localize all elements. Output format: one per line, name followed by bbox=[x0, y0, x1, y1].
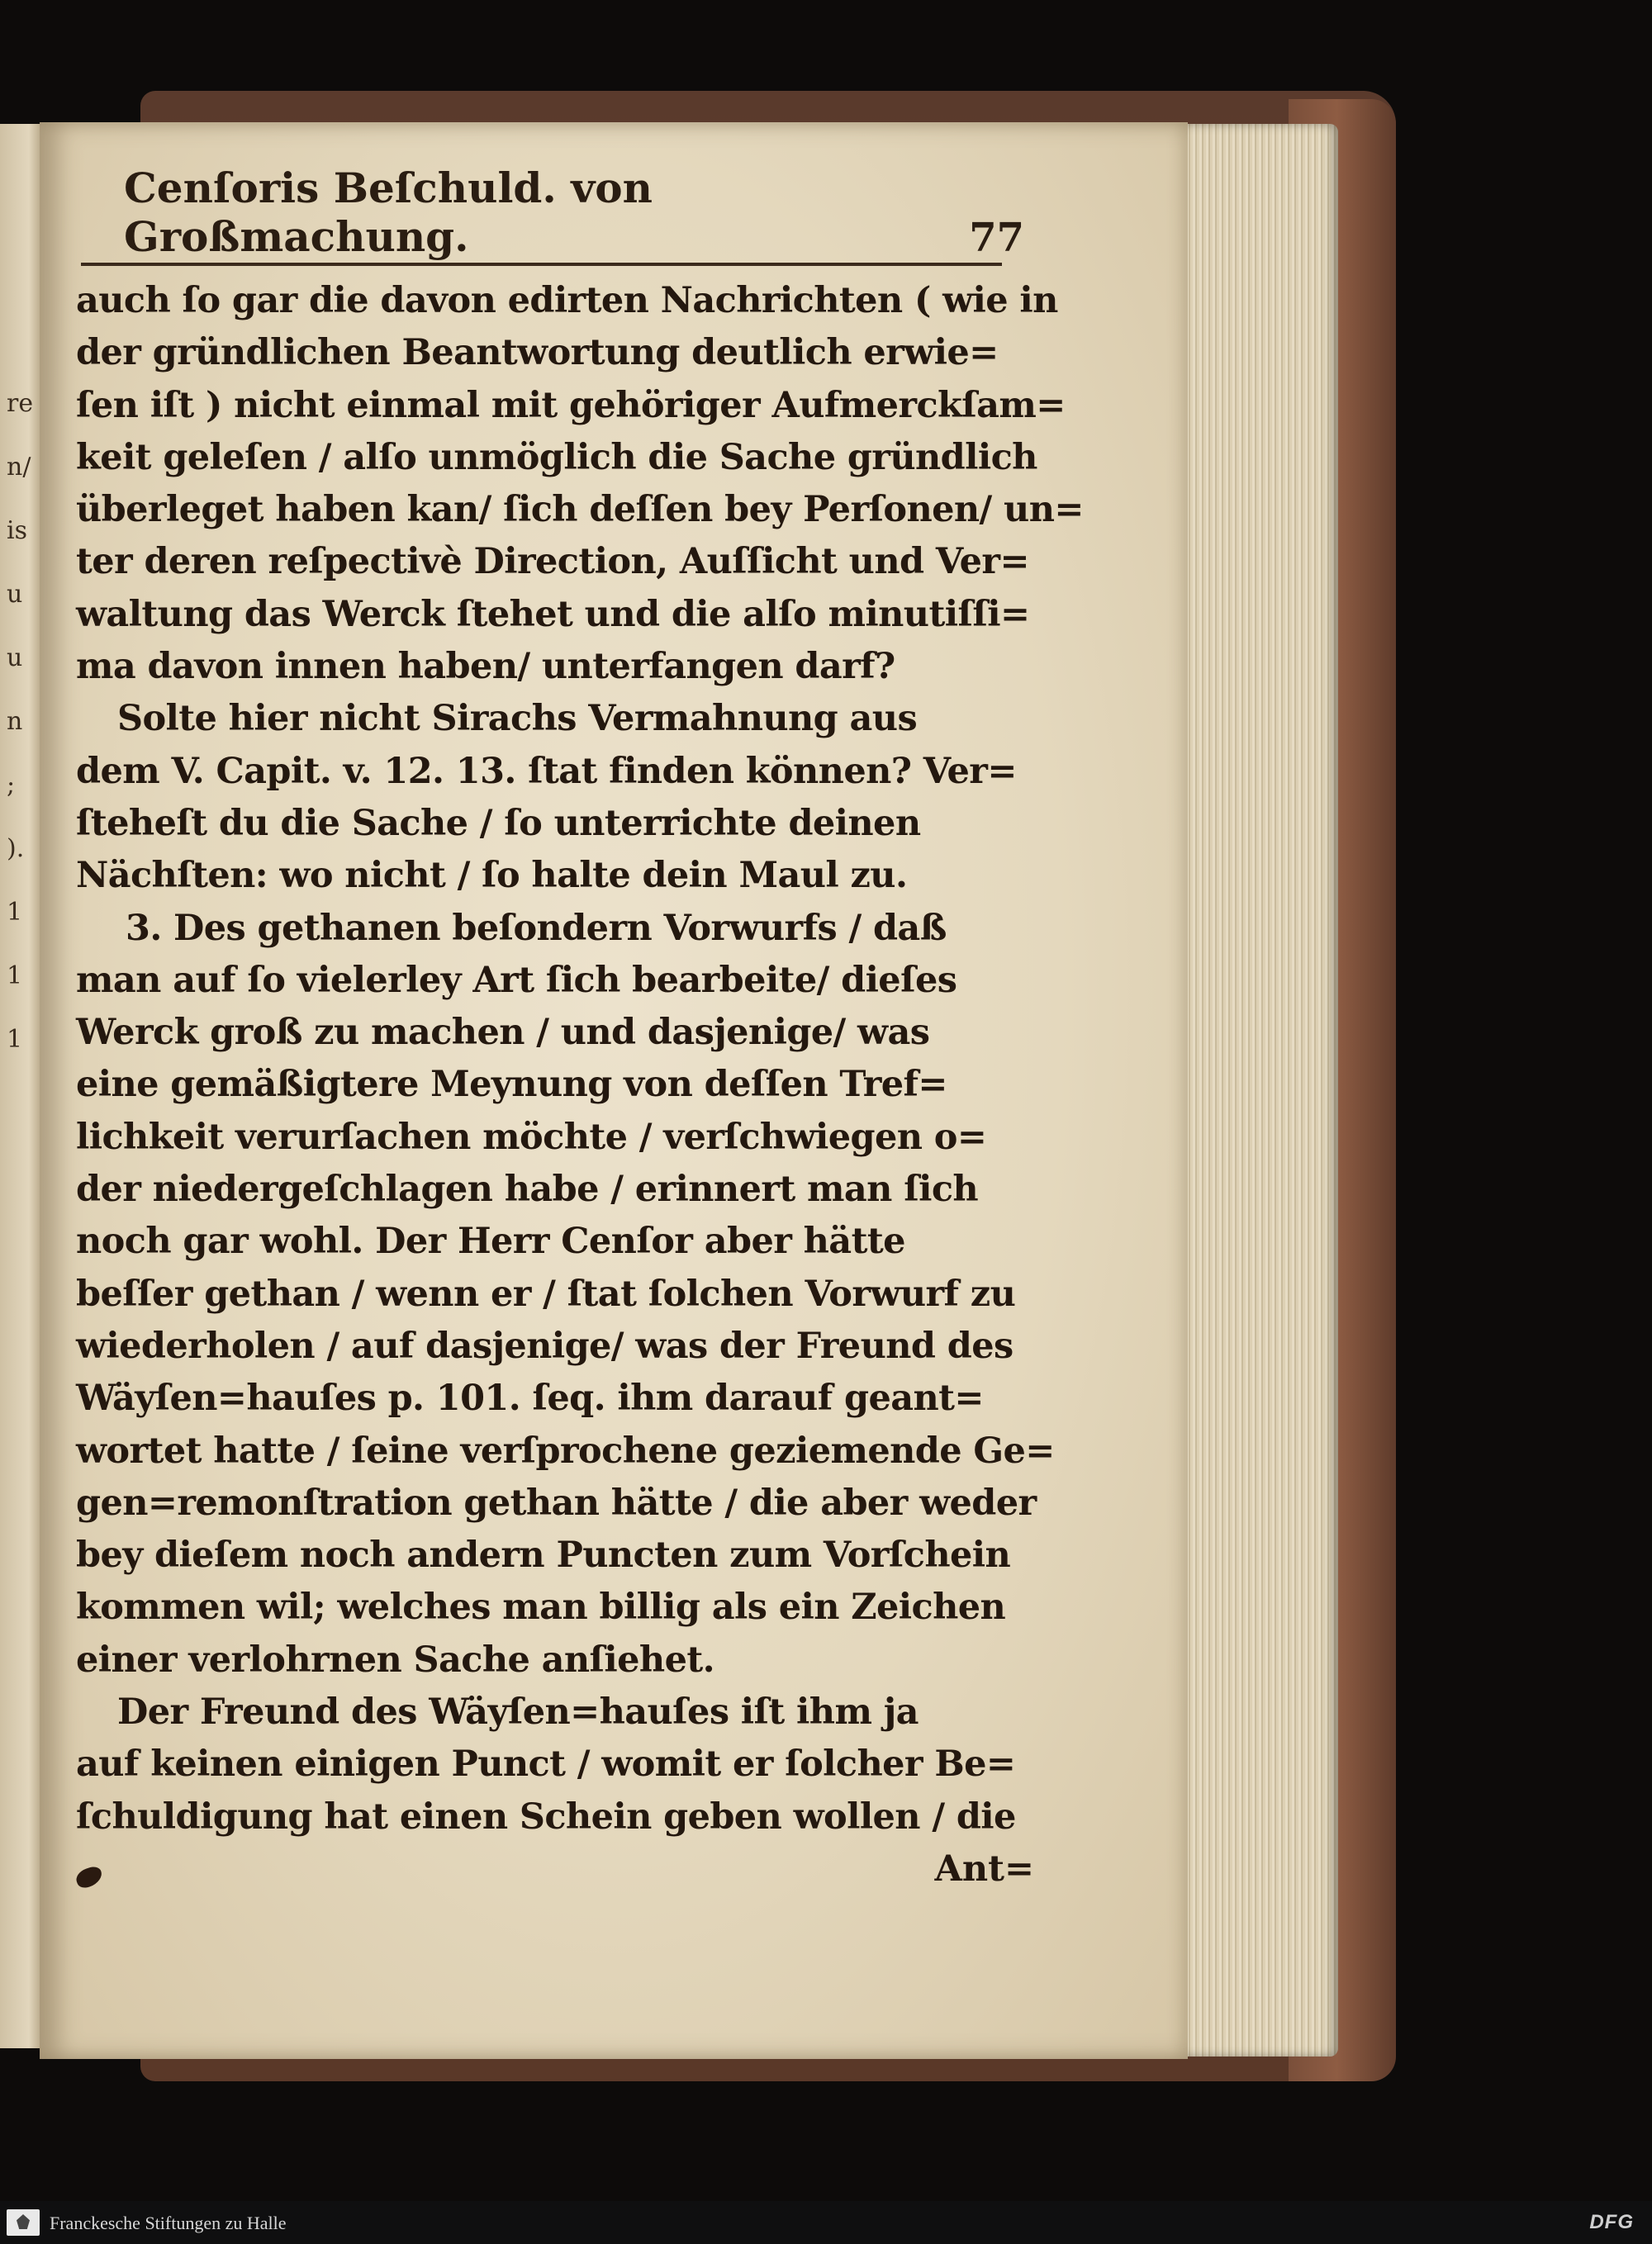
text-line: waltung das Werck ſtehet und die alſo minutiſſi= bbox=[76, 593, 1030, 635]
text-line: Werck groß zu machen / und dasjenige/ was bbox=[76, 1012, 930, 1054]
body-text bbox=[76, 275, 1084, 1890]
header-rule bbox=[81, 263, 1002, 266]
facing-page-fragment: n/ bbox=[7, 453, 31, 482]
text-line: wortet hatte / ſeine verſprochene geziemende Ge= bbox=[76, 1430, 1055, 1472]
facing-page-fragment: u bbox=[7, 580, 23, 609]
facing-page-edge bbox=[0, 124, 41, 2048]
text-line: gen=remonſtration gethan hätte / die aber weder bbox=[76, 1482, 1037, 1524]
facing-page-fragment: u bbox=[7, 643, 23, 672]
text-line: Wäyſen=hauſes p. 101. ſeq. ihm darauf geant= bbox=[76, 1378, 984, 1420]
page-number: 77 bbox=[969, 215, 1024, 261]
text-line: auf keinen einigen Punct / womit er ſolcher Be= bbox=[76, 1743, 1016, 1786]
text-line: auch ſo gar die davon edirten Nachrichten ( wie in bbox=[76, 280, 1058, 321]
facing-page-fragment: ). bbox=[7, 834, 25, 863]
text-line: keit geleſen / alſo unmöglich die Sache gründlich bbox=[76, 436, 1037, 478]
dfg-logo: DFG bbox=[1589, 2211, 1634, 2233]
institution-logo-icon bbox=[7, 2209, 40, 2236]
text-line: Solte hier nicht Sirachs Vermahnung aus bbox=[117, 698, 918, 740]
text-line: Nächſten: wo nicht / ſo halte dein Maul zu. bbox=[76, 855, 908, 897]
text-line: beſſer gethan / wenn er / ſtat ſolchen Vorwurf zu bbox=[76, 1273, 1016, 1315]
text-line: ma davon innen haben/ unterfangen darf? bbox=[76, 646, 895, 688]
facing-page-fragment: 1 bbox=[7, 1025, 23, 1054]
page-fore-edge bbox=[1173, 124, 1338, 2057]
text-line: bey dieſem noch andern Puncten zum Vorſchein bbox=[76, 1535, 1011, 1577]
text-line: dem V. Capit. v. 12. 13. ſtat finden können? Ver= bbox=[76, 750, 1017, 792]
text-line: der gründlichen Beantwortung deutlich erwie= bbox=[76, 332, 999, 374]
text-line: einer verlohrnen Sache anſiehet. bbox=[76, 1639, 714, 1681]
footer-bar bbox=[0, 2201, 1652, 2244]
facing-page-fragment: is bbox=[7, 516, 27, 545]
facing-page-fragment: re bbox=[7, 389, 34, 418]
text-line: wiederholen / auf dasjenige/ was der Freund des bbox=[76, 1325, 1014, 1367]
text-line: überleget haben kan/ ſich deſſen bey Perſonen/ un= bbox=[76, 489, 1084, 531]
text-line: der niedergeſchlagen habe / erinnert man ſich bbox=[76, 1169, 979, 1211]
running-header bbox=[124, 164, 1024, 261]
text-line: ſen iſt ) nicht einmal mit gehöriger Aufmerckſam= bbox=[76, 384, 1066, 426]
text-line: ſteheſt du die Sache / ſo unterrichte deinen bbox=[76, 802, 921, 844]
running-title: Cenſoris Beſchuld. von Großmachung. bbox=[124, 164, 653, 261]
text-line: 3. Des gethanen beſondern Vorwurfs / daß bbox=[126, 907, 947, 949]
facing-page-fragments bbox=[7, 372, 40, 1071]
text-line: lichkeit verurſachen möchte / verſchwiegen o= bbox=[76, 1116, 987, 1158]
text-line: kommen wil; welches man billig als ein Zeichen bbox=[76, 1587, 1006, 1629]
text-line: eine gemäßigtere Meynung von deſſen Tref= bbox=[76, 1064, 947, 1106]
facing-page-fragment: 1 bbox=[7, 961, 23, 990]
text-line: Der Freund des Wäyſen=hauſes iſt ihm ja bbox=[117, 1691, 919, 1734]
facing-page-fragment: n bbox=[7, 707, 23, 736]
text-line: ſchuldigung hat einen Schein geben wollen / die bbox=[76, 1796, 1016, 1838]
facing-page-fragment: ; bbox=[7, 771, 16, 799]
catchword: Ant= bbox=[934, 1848, 1034, 1890]
text-line: noch gar wohl. Der Herr Cenſor aber hätte bbox=[76, 1221, 905, 1263]
institution-name: Franckesche Stiftungen zu Halle bbox=[50, 2213, 287, 2233]
text-line: ter deren reſpectivè Direction, Auſſicht und Ver= bbox=[76, 541, 1029, 583]
facing-page-fragment: 1 bbox=[7, 898, 23, 927]
text-line: man auf ſo vielerley Art ſich bearbeite/ dieſes bbox=[76, 959, 957, 1001]
